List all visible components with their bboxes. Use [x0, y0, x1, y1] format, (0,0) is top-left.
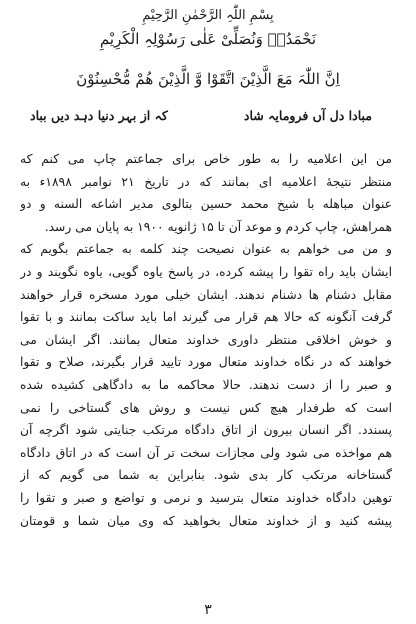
body-line: مقابل دشنام ها دشنام ندهند. ایشان خیلی مورد مسخره قرار خواهند [20, 287, 392, 302]
body-line: است که طرفدار هیچ کس نیست و روش های گستاخی را نمی [20, 400, 392, 415]
body-line: و من می خواهم به عنوان نصیحت چند کلمه به جماعتم بگویم که [20, 242, 392, 257]
body-line: گستاخانه مرتکب کار بدی شود. بنابراین به شما می گویم که از [20, 468, 392, 483]
body-line: منتظر نتیجهٔ اعلامیه ای بمانند که در تاریخ ۲۱ نوامبر ۱۸۹۸ء به [20, 174, 392, 189]
persian-couplet [30, 108, 372, 123]
body-line: همراهش، چاپ کردم و موعد آن تا ۱۵ ژانویه ۱۹۰۰ به پایان می رسد. [44, 219, 392, 234]
body-line: پیشه کنید و از خداوند متعال بخواهید که وی میان شما و قومتان [20, 513, 392, 528]
page-number: ۳ [204, 602, 212, 618]
couplet-second-hemistich: کہ از بہر دنیا دہد دیں بباد [30, 108, 168, 123]
body-line: توهین دادگاه خداوند متعال بترسید و نرمی و تواضع و صبر و تقوا را [20, 490, 392, 505]
body-line: و خوش اخلاقی منتظر داوری خداوند متعال بمانند. اگر ایشان می [20, 332, 392, 347]
quran-verse: اِنَّ اللّٰہَ مَعَ الَّذِیْنَ اتَّقَوْا وَّ الَّذِیْنَ ھُمْ مُّحْسِنُوْنَ [76, 70, 340, 88]
basmala: بِسْمِ اللّٰہِ الرَّحْمٰنِ الرَّحِیْمِ [142, 8, 274, 23]
body-line: هم مواخذه می شود ولی مجازات سخت تر آن است که در اتاق دادگاه [20, 445, 392, 460]
salawat-line: نَحْمَدُہٗ وَنُصَلِّیْ عَلٰی رَسُوْلِہِ الْکَرِیْمِ [99, 30, 317, 48]
body-text [20, 148, 392, 532]
body-line: پسندد. اگر انسان بیرون از اتاق دادگاه مرتکب جنایتی شود اگرچه آن [20, 423, 392, 438]
body-line: عنوان مباهله با شیخ محمد حسین بتالوی مدیر اشاعه السنه و دو [20, 197, 392, 212]
body-line: و صبر را از دست ندهند. حالا محاکمه ما به دادگاهی کشیده شده [20, 377, 392, 392]
body-line: من این اعلامیه را به طور خاص برای جماعتم چاپ می کنم که [20, 152, 392, 166]
body-line: گرفت آنگونه که حالا هم قرار می گیرند اما باید ساکت بمانند و با تقوا [20, 310, 392, 325]
body-line: خواهند که در نگاه خداوند متعال مورد تایید قرار بگیرند، صلاح و تقوا [20, 355, 392, 370]
couplet-first-hemistich: مبادا دل آں فرومایہ شاد [243, 108, 372, 123]
body-line: ایشان باید راه تقوا را پیشه کرده، در پاسخ یاوه گویی، یاوه نگویند و در [20, 264, 392, 279]
